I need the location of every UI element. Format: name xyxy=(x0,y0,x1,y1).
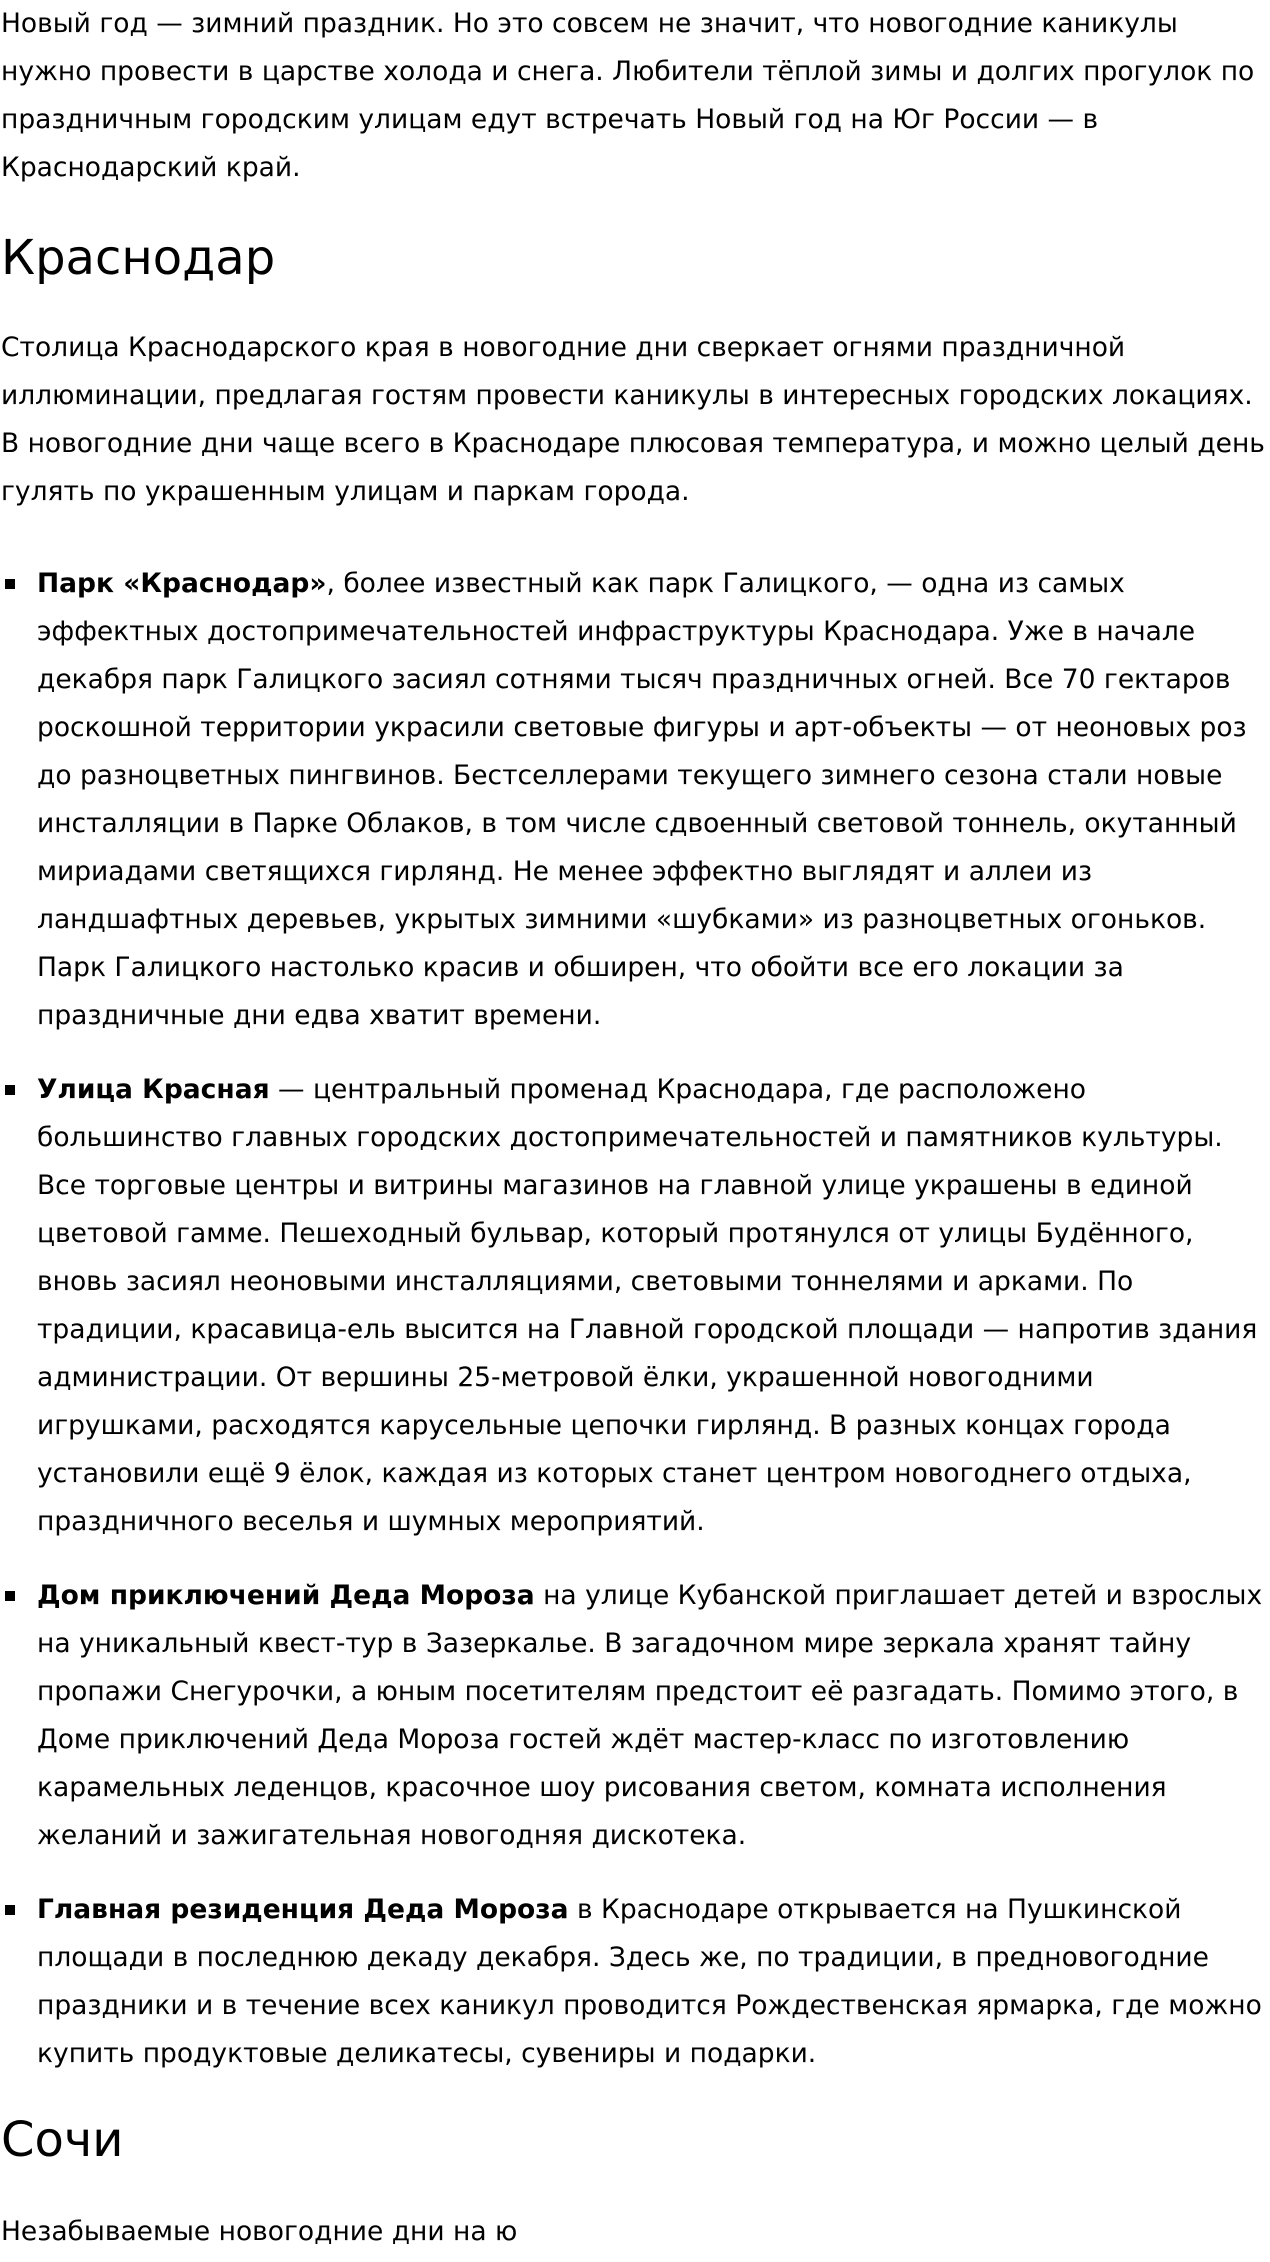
list-item-title: Парк «Краснодар» xyxy=(37,568,327,599)
sochi-paragraph: Незабываемые новогодние дни на ю xyxy=(1,2216,518,2247)
list-item-title: Главная резиденция Деда Мороза xyxy=(37,1894,569,1925)
list-item-title: Дом приключений Деда Мороза xyxy=(37,1580,535,1611)
bullet-icon xyxy=(5,1905,15,1915)
section-heading-krasnodar: Краснодар xyxy=(1,230,276,286)
list-item xyxy=(1,1572,1267,1860)
list-item xyxy=(1,1886,1267,2078)
intro-paragraph: Новый год — зимний праздник. Но это совсем не значит, что новогодние каникулы нужно провести в царстве холода и снега. Любители тёплой зимы и долгих прогулок по праздничным городским улицам едут встречать Новый год на Юг России — в Краснодарский край. xyxy=(1,8,1255,183)
list-item-text: в Краснодаре открывается на Пушкинской площади в последнюю декаду декабря. Здесь же, по традиции, в предновогодние праздники и в течение всех каникул проводится Рождественская ярмарка, где можно купить продуктовые деликатесы, сувениры и подарки. xyxy=(37,1894,1262,2069)
list-item-text: — центральный променад Краснодара, где расположено большинство главных городских достопримечательностей и памятников культуры. Все торговые центры и витрины магазинов на главной улице украшены в единой цветовой гамме. Пешеходный бульвар, который протянулся от улицы Будённого, вновь засиял неоновыми инсталляциями, световыми тоннелями и арками. По традиции, красавица-ель высится на Главной городской площади — напротив здания администрации. От вершины 25-метровой ёлки, украшенной новогодними игрушками, расходятся карусельные цепочки гирлянд. В разных концах города установили ещё 9 ёлок, каждая из которых станет центром новогоднего отдыха, праздничного веселья и шумных мероприятий. xyxy=(37,1074,1258,1537)
bullet-icon xyxy=(5,1085,15,1095)
list-item-text: на улице Кубанской приглашает детей и взрослых на уникальный квест-тур в Зазеркалье. В загадочном мире зеркала хранят тайну пропажи Снегурочки, а юным посетителям предстоит её разгадать. Помимо этого, в Доме приключений Деда Мороза гостей ждёт мастер-класс по изготовлению карамельных леденцов, красочное шоу рисования светом, комната исполнения желаний и зажигательная новогодняя дискотека. xyxy=(37,1580,1263,1851)
section-heading-sochi: Сочи xyxy=(1,2112,124,2168)
list-item xyxy=(1,1066,1267,1546)
list-item-title: Улица Красная xyxy=(37,1074,270,1105)
bullet-icon xyxy=(5,1591,15,1601)
list-item xyxy=(1,560,1267,1040)
list-item-text: , более известный как парк Галицкого, — одна из самых эффектных достопримечательностей инфраструктуры Краснодара. Уже в начале декабря парк Галицкого засиял сотнями тысяч праздничных огней. Все 70 гектаров роскошной территории украсили световые фигуры и арт-объекты — от неоновых роз до разноцветных пингвинов. Бестселлерами текущего зимнего сезона стали новые инсталляции в Парке Облаков, в том числе сдвоенный световой тоннель, окутанный мириадами светящихся гирлянд. Не менее эффектно выглядят и аллеи из ландшафтных деревьев, укрытых зимними «шубками» из разноцветных огоньков. Парк Галицкого настолько красив и обширен, что обойти все его локации за праздничные дни едва хватит времени. xyxy=(37,568,1247,1031)
bullet-icon xyxy=(5,579,15,589)
krasnodar-list xyxy=(1,560,1267,2078)
krasnodar-paragraph: Столица Краснодарского края в новогодние дни сверкает огнями праздничной иллюминации, предлагая гостям провести каникулы в интересных городских локациях. В новогодние дни чаще всего в Краснодаре плюсовая температура, и можно целый день гулять по украшенным улицам и паркам города. xyxy=(1,332,1265,507)
